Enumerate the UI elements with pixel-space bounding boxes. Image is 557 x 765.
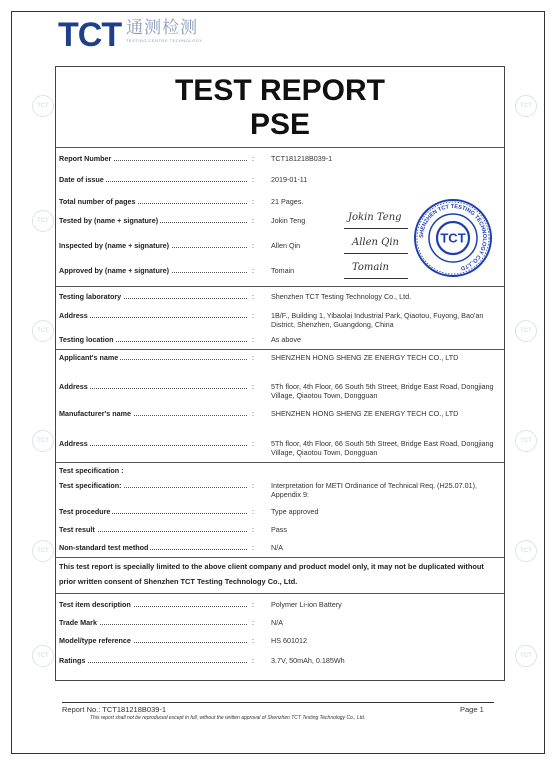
field-row: Approved by (name + signature) : Tomain [59,266,295,275]
field-row: Test specification: : Interpretation for METI Ordinance of Technical Req. (H25.07.01), Appendix 9: [59,481,478,499]
seal-ring-text: SHENZHEN TCT TESTING TECHNOLOGY CO.,LTD [418,203,488,271]
logo-brand: TCT [58,16,122,54]
footer-report-number: Report No.: TCT181218B039-1 [62,705,167,714]
watermark-logo: TCT [515,430,537,452]
divider [56,147,504,148]
watermark-logo: TCT [32,320,54,342]
field-row: Ratings : 3.7V, 50mAh, 0.185Wh [59,656,345,665]
footer-disclaimer: This report shall not be reproduced except in full, without the written approval of Shenzhen TCT Testing Technology Co., Ltd. [90,715,366,721]
watermark-logo: TCT [32,95,54,117]
report-subtitle: PSE [249,108,311,141]
watermark-logo: TCT [32,645,54,667]
signature-inspected: Allen Qin [352,237,399,248]
field-row: Address : 5Th floor, 4th Floor, 66 South 5th Street, Bridge East Road, Dongjiang Village, Qiaotou Town, Dongguan [59,382,494,400]
field-row: Tested by (name + signature) : Jokin Teng [59,216,306,225]
divider [56,286,504,287]
logo-tagline: TESTING CENTRE TECHNOLOGY [126,38,203,43]
field-row: Testing location : As above [59,335,301,344]
divider [56,557,504,558]
company-logo [58,18,203,54]
watermark-logo: TCT [32,540,54,562]
divider [56,349,504,350]
field-row: Manufacturer's name : SHENZHEN HONG SHENG ZE ENERGY TECH CO., LTD [59,409,459,418]
signature-approved: Tomain [352,262,389,273]
field-row: Test procedure : Type approved [59,507,319,516]
footer-page-number: Page 1 [460,705,484,714]
field-row: Address : 5Th floor, 4th Floor, 66 South 5th Street, Bridge East Road, Dongjiang Village, Qiaotou Town, Dongguan [59,439,494,457]
watermark-logo: TCT [32,210,54,232]
field-row: Non-standard test method : N/A [59,543,283,552]
watermark-logo: TCT [515,95,537,117]
logo-chinese-name: 通测检测 [126,18,199,38]
report-title: TEST REPORT [174,74,385,107]
field-row: Date of issue : 2019-01-11 [59,175,308,184]
field-row: Trade Mark : N/A [59,618,283,627]
seal-center-text: TCT [440,230,466,246]
watermark-logo: TCT [515,320,537,342]
divider [56,593,504,594]
signature-tested: Jokin Teng [348,212,402,223]
section-heading-row [56,466,504,480]
field-row: Applicant's name : SHENZHEN HONG SHENG ZE ENERGY TECH CO., LTD [59,353,459,362]
divider [56,462,504,463]
field-row: Address : 1B/F., Building 1, Yibaolai Industrial Park, Qiaotou, Fuyong, Bao'an District, Shenzhen, Guangdong, China [59,311,484,329]
field-row: Total number of pages : 21 Pages. [59,197,304,206]
watermark-logo: TCT [515,540,537,562]
company-seal-icon [413,198,493,278]
field-row: Inspected by (name + signature) : Allen Qin [59,241,301,250]
test-spec-heading: Test specification : [59,466,124,475]
restriction-notice: This test report is specially limited to the above client company and product model only, it may not be duplicated without prior written consent of Shenzhen TCT Testing Technology Co., Ltd. [59,562,484,586]
footer-divider [62,702,494,703]
watermark-logo: TCT [32,430,54,452]
report-frame [55,66,505,681]
field-row: Model/type reference : HS 601012 [59,636,307,645]
field-row: Testing laboratory : Shenzhen TCT Testing Technology Co., Ltd. [59,292,412,301]
watermark-logo: TCT [515,645,537,667]
field-row: Test item description : Polymer Li-ion Battery [59,600,342,609]
field-row: Test result : Pass [59,525,287,534]
field-row: Report Number : TCT181218B039-1 [59,154,333,163]
